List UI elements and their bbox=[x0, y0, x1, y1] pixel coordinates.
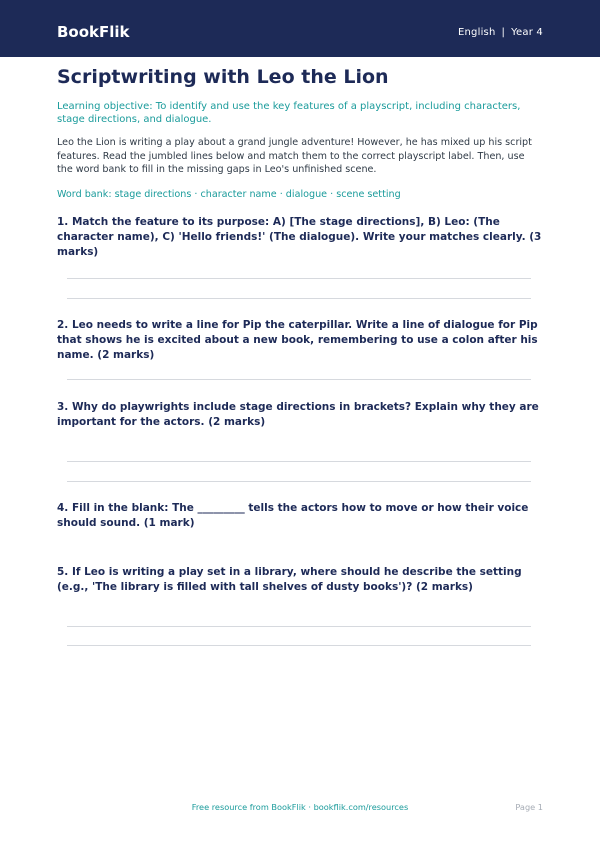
answer-line[interactable] bbox=[67, 298, 531, 299]
word-bank: Word bank: stage directions · character name · dialogue · scene setting bbox=[57, 188, 401, 200]
header-meta bbox=[458, 27, 543, 38]
year-label: Year 4 bbox=[511, 27, 543, 38]
question-4: 4. Fill in the blank: The _________ tells the actors how to move or how their voice should sound. (1 mark) bbox=[57, 502, 529, 529]
footer-resource-link[interactable]: Free resource from BookFlik · bookflik.com/resources bbox=[191, 802, 409, 812]
answer-line[interactable] bbox=[67, 379, 531, 380]
header-separator: | bbox=[501, 27, 506, 38]
page-number: Page 1 bbox=[515, 802, 543, 812]
question-2: 2. Leo needs to write a line for Pip the caterpillar. Write a line of dialogue for Pip that shows he is excited about a new book, remembering to use a colon after his name. (2 marks) bbox=[57, 319, 538, 361]
question-3: 3. Why do playwrights include stage directions in brackets? Explain why they are important for the actors. (2 marks) bbox=[57, 401, 539, 428]
answer-line[interactable] bbox=[67, 626, 531, 627]
answer-line[interactable] bbox=[67, 461, 531, 462]
intro-paragraph: Leo the Lion is writing a play about a grand jungle adventure! However, he has mixed up his script features. Read the jumbled lines below and match them to the correct playscript label. Then, use the word bank to fill in the missing gaps in Leo's unfinished scene. bbox=[57, 137, 532, 175]
learning-objective: Learning objective: To identify and use the key features of a playscript, including characters, stage directions, and dialogue. bbox=[57, 101, 521, 125]
answer-line[interactable] bbox=[67, 278, 531, 279]
question-5: 5. If Leo is writing a play set in a library, where should he describe the setting (e.g., 'The library is filled with tall shelves of dusty books')? (2 marks) bbox=[57, 566, 522, 593]
subject-label: English bbox=[457, 27, 496, 38]
answer-line[interactable] bbox=[67, 481, 531, 482]
page-header bbox=[0, 0, 600, 57]
brand-logo-text[interactable]: BookFlik bbox=[57, 23, 130, 41]
question-1: 1. Match the feature to its purpose: A) [The stage directions], B) Leo: (The character name), C) 'Hello friends!' (The dialogue). Write your matches clearly. (3 marks) bbox=[57, 216, 542, 258]
page-title: Scriptwriting with Leo the Lion bbox=[57, 66, 389, 88]
answer-line[interactable] bbox=[67, 645, 531, 646]
worksheet-intro bbox=[57, 65, 543, 201]
